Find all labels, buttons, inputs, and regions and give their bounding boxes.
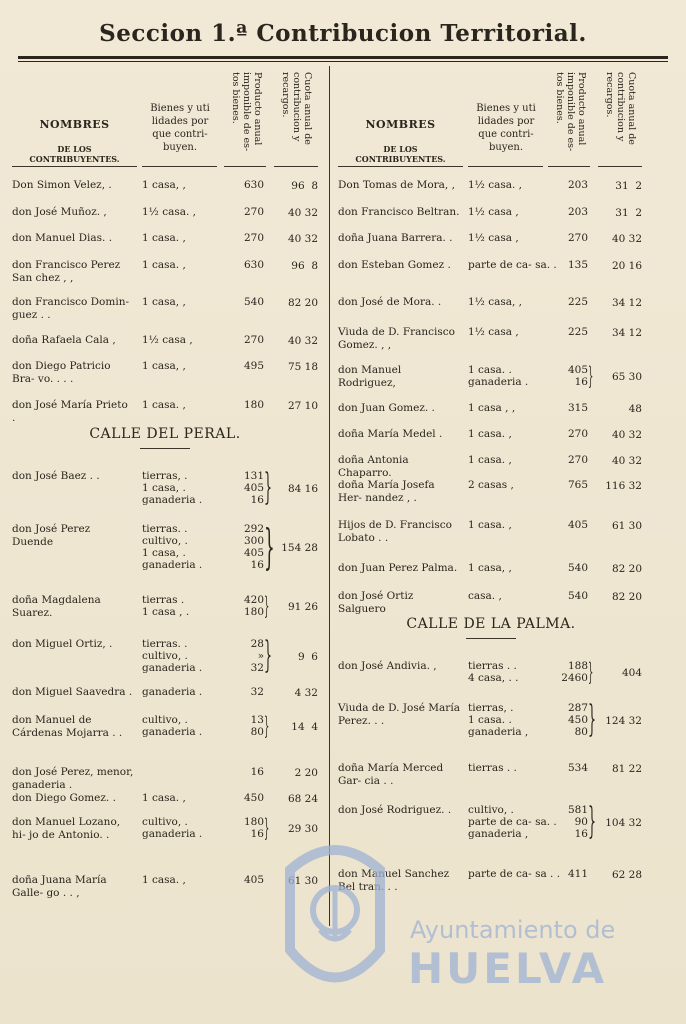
- bienes-cell: 2 casas ,: [468, 479, 514, 491]
- producto-cell: 225: [567, 296, 588, 308]
- cuota-cell: 40 32: [287, 233, 318, 245]
- cuota-cell: 14 4: [291, 721, 318, 733]
- bienes-cell: 1 casa. ,: [142, 792, 186, 804]
- contributor-name: doña María Josefa Her- nandez , .: [338, 479, 435, 504]
- bienes-cell: 1½ casa ,: [468, 206, 519, 218]
- contributor-name: don José Ortiz Salguero: [338, 590, 414, 615]
- contributor-name: don Miguel Ortiz, .: [12, 638, 113, 650]
- cuota-cell: 34 12: [611, 297, 642, 309]
- header-bienes: Bienes y uti lidades por que contri- buyen.: [150, 103, 210, 153]
- contributor-name: don Manuel Dias. .: [12, 232, 113, 244]
- cuota-cell: 65 30: [611, 371, 642, 383]
- producto-cell: 270: [567, 454, 588, 466]
- brace-icon: }: [588, 362, 594, 390]
- producto-cell: 581 90 16: [567, 804, 588, 840]
- header-cuota: Cuota anual de contribucion y recargos.: [604, 72, 637, 145]
- producto-cell: 287 450 80: [567, 702, 588, 738]
- producto-cell: 540: [243, 296, 264, 308]
- bienes-cell: 1 casa. ,: [468, 519, 512, 531]
- page-title: Seccion 1.ª Contribucion Territorial.: [99, 20, 587, 47]
- bienes-cell: cultivo, . parte de ca- sa. . ganaderia ,: [468, 804, 557, 840]
- contributor-name: Don Simon Velez, .: [12, 179, 112, 191]
- producto-cell: 450: [243, 792, 264, 804]
- header-bienes: Bienes y uti lidades por que contri- buyen.: [476, 103, 536, 153]
- producto-cell: 405: [243, 874, 264, 886]
- header-producto: Producto anual imponible de es- tos bienes.: [554, 72, 587, 152]
- brace-icon: }: [264, 467, 273, 508]
- contributor-name: don Juan Gomez. .: [338, 402, 435, 414]
- right-header: [338, 66, 648, 166]
- bienes-cell: 1 casa, ,: [142, 360, 186, 372]
- bienes-cell: 1½ casa ,: [468, 232, 519, 244]
- cuota-cell: 91 26: [287, 601, 318, 613]
- bienes-cell: 1 casa. ,: [142, 874, 186, 886]
- producto-cell: 180: [243, 399, 264, 411]
- contributor-name: don José María Prieto .: [12, 399, 128, 424]
- contributor-name: don José Baez . .: [12, 470, 100, 482]
- cuota-cell: 27 10: [287, 400, 318, 412]
- bienes-cell: cultivo, . ganaderia .: [142, 714, 203, 738]
- contributor-name: don Diego Patricio Bra- vo. . . .: [12, 360, 111, 385]
- header-line: [338, 166, 463, 167]
- contributor-name: don Francisco Domin- guez . .: [12, 296, 130, 321]
- watermark-line1: Ayuntamiento de: [410, 916, 616, 944]
- left-column: [12, 66, 322, 926]
- cuota-cell: 31 2: [615, 207, 642, 219]
- header-nombres: NOMBRES: [39, 118, 110, 131]
- contributor-name: don Diego Gomez. .: [12, 792, 116, 804]
- header-line: [12, 166, 137, 167]
- contributor-name: doña Juana Barrera. .: [338, 232, 453, 244]
- producto-cell: 16: [250, 766, 264, 778]
- cuota-cell: 154 28: [281, 542, 318, 554]
- title-rule: [18, 56, 668, 59]
- bienes-cell: 1 casa , ,: [468, 402, 516, 414]
- contributor-name: doña María Medel .: [338, 428, 443, 440]
- contributor-name: don José de Mora. .: [338, 296, 442, 308]
- contributor-name: Hijos de D. Francisco Lobato . .: [338, 519, 452, 544]
- producto-cell: 405 16: [567, 364, 588, 388]
- producto-cell: 630: [243, 179, 264, 191]
- producto-cell: 420 180: [243, 594, 264, 618]
- producto-cell: 411: [567, 868, 588, 880]
- brace-icon: }: [588, 801, 597, 842]
- cuota-cell: 81 22: [611, 763, 642, 775]
- bienes-cell: ganaderia .: [142, 686, 203, 698]
- producto-cell: 270: [243, 206, 264, 218]
- cuota-cell: 104 32: [605, 817, 642, 829]
- left-header: [12, 66, 322, 166]
- street-ornament: [140, 448, 190, 449]
- producto-cell: 131 405 16: [243, 470, 264, 506]
- producto-cell: 270: [243, 232, 264, 244]
- producto-cell: 630: [243, 259, 264, 271]
- producto-cell: 315: [567, 402, 588, 414]
- street-ornament: [466, 638, 516, 639]
- header-contribuyentes: DE LOS CONTRIBUYENTES.: [355, 144, 446, 164]
- bienes-cell: cultivo, . ganaderia .: [142, 816, 203, 840]
- bienes-cell: 1 casa, ,: [142, 179, 186, 191]
- bienes-cell: 1½ casa, ,: [468, 296, 522, 308]
- bienes-cell: tierras, . 1 casa. . ganaderia ,: [468, 702, 529, 738]
- cuota-cell: 62 28: [611, 869, 642, 881]
- producto-cell: 765: [567, 479, 588, 491]
- contributor-name: don Miguel Saavedra .: [12, 686, 133, 698]
- cuota-cell: 9 6: [297, 651, 318, 663]
- contributor-name: don José Andivia. ,: [338, 660, 437, 672]
- bienes-cell: 1 casa. . ganaderia .: [468, 364, 529, 388]
- producto-cell: 135: [567, 259, 588, 271]
- cuota-cell: 96 8: [291, 260, 318, 272]
- bienes-cell: 1½ casa. ,: [468, 179, 522, 191]
- cuota-cell: 40 32: [287, 207, 318, 219]
- contributor-name: don José Rodriguez. .: [338, 804, 452, 816]
- cuota-cell: 68 24: [287, 793, 318, 805]
- cuota-cell: 82 20: [611, 563, 642, 575]
- bienes-cell: 1½ casa. ,: [142, 206, 196, 218]
- title-rule-thin: [18, 61, 668, 62]
- cuota-cell: 404: [621, 667, 642, 679]
- contributor-name: don Manuel Lozano, hi- jo de Antonio. .: [12, 816, 121, 841]
- bienes-cell: 1½ casa ,: [468, 326, 519, 338]
- bienes-cell: tierras . . 4 casa, . .: [468, 660, 519, 684]
- bienes-cell: 1 casa, ,: [468, 562, 512, 574]
- cuota-cell: 124 32: [605, 715, 642, 727]
- bienes-cell: parte de ca- sa. .: [468, 259, 557, 271]
- bienes-cell: tierras . 1 casa , .: [142, 594, 190, 618]
- producto-cell: 203: [567, 179, 588, 191]
- producto-cell: 13 80: [250, 714, 264, 738]
- producto-cell: 32: [250, 686, 264, 698]
- cuota-cell: 40 32: [611, 429, 642, 441]
- bienes-cell: casa. ,: [468, 590, 502, 602]
- producto-cell: 495: [243, 360, 264, 372]
- bienes-cell: parte de ca- sa . .: [468, 868, 561, 880]
- watermark-line2: HUELVA: [408, 944, 608, 993]
- street-heading: CALLE DE LA PALMA.: [406, 616, 576, 632]
- bienes-cell: 1 casa. ,: [142, 259, 186, 271]
- contributor-name: doña Rafaela Cala ,: [12, 334, 116, 346]
- contributor-name: don Manuel Sanchez Bel tran. . .: [338, 868, 450, 893]
- contributor-name: Don Tomas de Mora, ,: [338, 179, 455, 191]
- producto-cell: 292 300 405 16: [243, 523, 264, 571]
- contributor-name: don José Perez, menor, ganaderia .: [12, 766, 134, 791]
- bienes-cell: tierras. . cultivo, . 1 casa, . ganaderia .: [142, 523, 203, 571]
- bienes-cell: 1 casa, ,: [142, 296, 186, 308]
- contributor-name: don Francisco Beltran.: [338, 206, 460, 218]
- brace-icon: }: [588, 658, 594, 686]
- contributor-name: don José Perez Duende: [12, 523, 91, 548]
- bienes-cell: 1½ casa ,: [142, 334, 193, 346]
- brace-icon: }: [264, 519, 275, 575]
- street-heading: CALLE DEL PERAL.: [89, 426, 241, 442]
- contributor-name: doña Antonia Chaparro.: [338, 454, 409, 479]
- contributor-name: doña Juana María Galle- go . . ,: [12, 874, 107, 899]
- cuota-cell: 20 16: [611, 260, 642, 272]
- header-producto: Producto anual imponible de es- tos bienes.: [230, 72, 263, 152]
- producto-cell: 270: [567, 428, 588, 440]
- header-nombres: NOMBRES: [365, 118, 436, 131]
- contributor-name: don Manuel de Cárdenas Mojarra . .: [12, 714, 123, 739]
- contributor-name: don Esteban Gomez .: [338, 259, 451, 271]
- cuota-cell: 116 32: [605, 480, 642, 492]
- contributor-name: don Juan Perez Palma.: [338, 562, 458, 574]
- contributor-name: Viuda de D. José María Perez. . .: [338, 702, 460, 727]
- header-line: [142, 166, 217, 167]
- contributor-name: don Manuel Rodriguez,: [338, 364, 402, 389]
- cuota-cell: 61 30: [611, 520, 642, 532]
- cuota-cell: 82 20: [287, 297, 318, 309]
- city-seal-icon: [280, 830, 390, 1010]
- bienes-cell: 1 casa. ,: [468, 428, 512, 440]
- bienes-cell: tierras . .: [468, 762, 517, 774]
- cuota-cell: 61 30: [287, 875, 318, 887]
- producto-cell: 270: [567, 232, 588, 244]
- column-divider: [329, 66, 330, 926]
- right-column: [338, 66, 648, 926]
- cuota-cell: 75 18: [287, 361, 318, 373]
- contributor-name: Viuda de D. Francisco Gomez. , ,: [338, 326, 455, 351]
- producto-cell: 534: [567, 762, 588, 774]
- bienes-cell: tierras, . 1 casa, . ganaderia .: [142, 470, 203, 506]
- cuota-cell: 40 32: [611, 455, 642, 467]
- producto-cell: 188 2460: [561, 660, 588, 684]
- brace-icon: }: [264, 712, 270, 740]
- cuota-cell: 84 16: [287, 483, 318, 495]
- header-cuota: Cuota anual de contribucion y recargos.: [280, 72, 313, 145]
- contributor-name: don José Muñoz. ,: [12, 206, 107, 218]
- bienes-cell: tierras. . cultivo, . ganaderia .: [142, 638, 203, 674]
- cuota-cell: 34 12: [611, 327, 642, 339]
- producto-cell: 225: [567, 326, 588, 338]
- brace-icon: }: [588, 699, 597, 740]
- cuota-cell: 31 2: [615, 180, 642, 192]
- producto-cell: 270: [243, 334, 264, 346]
- cuota-cell: 82 20: [611, 591, 642, 603]
- cuota-cell: 48: [628, 403, 642, 415]
- header-line: [468, 166, 543, 167]
- cuota-cell: 29 30: [287, 823, 318, 835]
- producto-cell: 28 » 32: [250, 638, 264, 674]
- header-contribuyentes: DE LOS CONTRIBUYENTES.: [29, 144, 120, 164]
- header-line: [548, 166, 590, 167]
- producto-cell: 405: [567, 519, 588, 531]
- brace-icon: }: [264, 635, 273, 676]
- producto-cell: 180 16: [243, 816, 264, 840]
- bienes-cell: 1 casa. ,: [142, 232, 186, 244]
- header-line: [598, 166, 642, 167]
- producto-cell: 203: [567, 206, 588, 218]
- bienes-cell: 1 casa. ,: [142, 399, 186, 411]
- bienes-cell: 1 casa. ,: [468, 454, 512, 466]
- header-line: [274, 166, 318, 167]
- cuota-cell: 96 8: [291, 180, 318, 192]
- cuota-cell: 4 32: [294, 687, 318, 699]
- producto-cell: 540: [567, 562, 588, 574]
- contributor-name: don Francisco Perez San chez , ,: [12, 259, 121, 284]
- cuota-cell: 40 32: [287, 335, 318, 347]
- cuota-cell: 2 20: [294, 767, 318, 779]
- brace-icon: }: [264, 592, 270, 620]
- contributor-name: doña Magdalena Suarez.: [12, 594, 101, 619]
- producto-cell: 540: [567, 590, 588, 602]
- contributor-name: doña María Merced Gar- cia . .: [338, 762, 444, 787]
- brace-icon: }: [264, 814, 270, 842]
- cuota-cell: 40 32: [611, 233, 642, 245]
- header-line: [224, 166, 266, 167]
